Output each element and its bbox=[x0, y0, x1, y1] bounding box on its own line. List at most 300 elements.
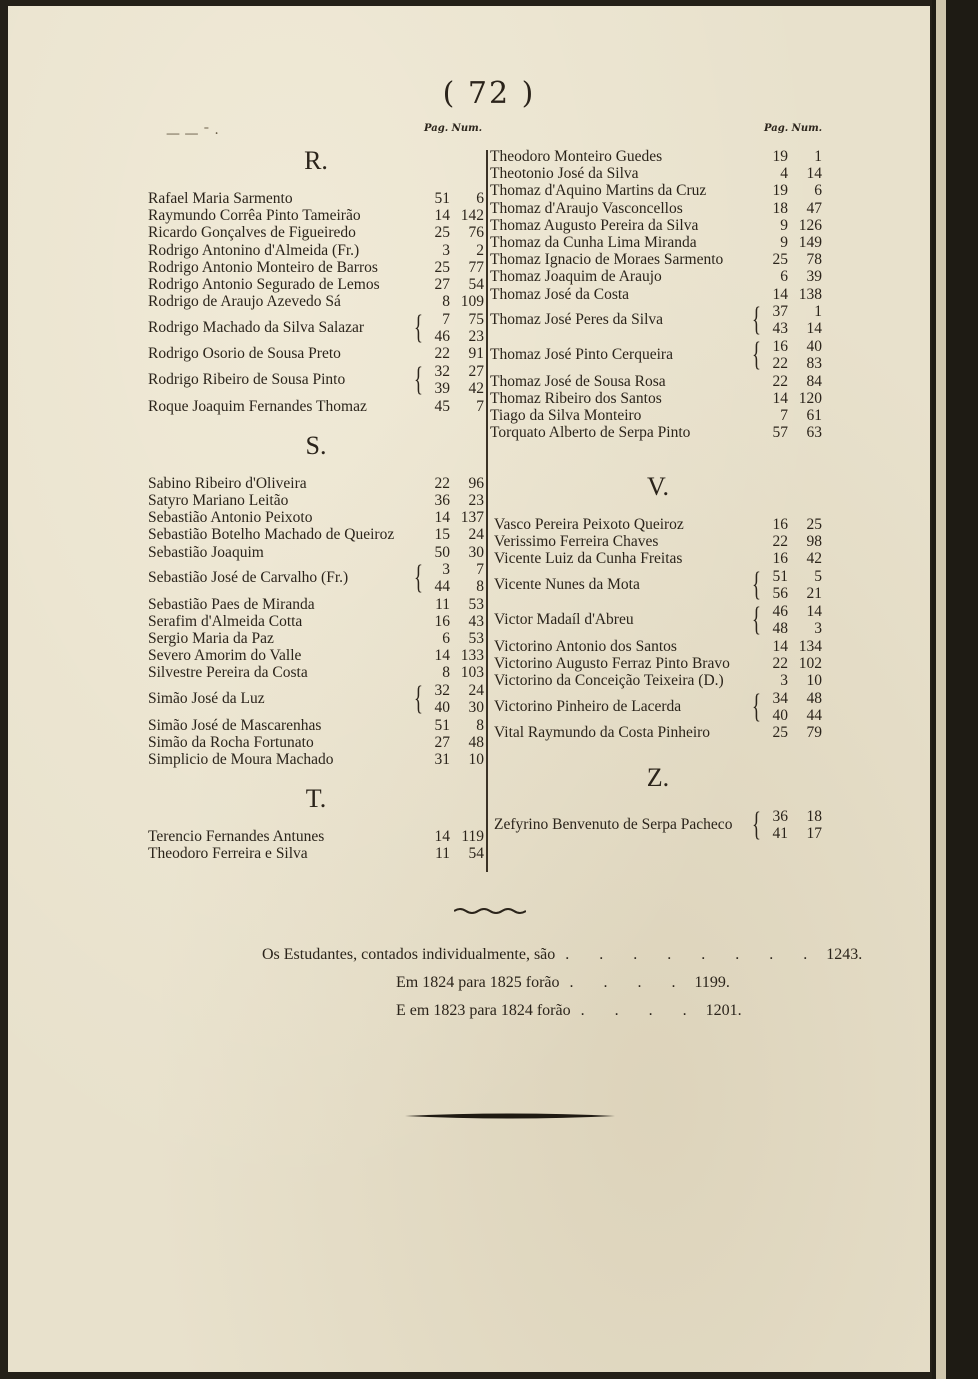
entry-page: 22 bbox=[772, 654, 788, 672]
entry-ref-line bbox=[766, 338, 822, 355]
entry-name: Sergio Maria da Paz bbox=[148, 630, 274, 648]
entry-number: 10 bbox=[806, 672, 822, 690]
entry-ref-line bbox=[766, 690, 822, 707]
entry-page: 16 bbox=[772, 338, 788, 356]
entry-name: Severo Amorim do Valle bbox=[148, 647, 302, 665]
index-entry bbox=[148, 751, 484, 768]
entry-page: 19 bbox=[772, 182, 788, 200]
index-entry-multi bbox=[490, 338, 822, 373]
entry-refs bbox=[428, 682, 484, 716]
entry-number: 53 bbox=[468, 630, 484, 648]
entry-page: 25 bbox=[434, 258, 450, 276]
entry-ref-line bbox=[766, 585, 822, 602]
entry-name: Rodrigo Ribeiro de Sousa Pinto bbox=[148, 371, 346, 388]
entry-name: Ricardo Gonçalves de Figueiredo bbox=[148, 224, 356, 242]
entry-ref-line bbox=[428, 699, 484, 716]
end-rule bbox=[405, 1111, 615, 1121]
entry-number: 43 bbox=[468, 612, 484, 630]
index-entry bbox=[148, 190, 484, 207]
entry-refs bbox=[428, 311, 484, 345]
column-divider bbox=[486, 150, 488, 872]
entry-page: 25 bbox=[772, 724, 788, 742]
entry-ref-line bbox=[428, 363, 484, 380]
entry-name: Rodrigo Antonio Segurado de Lemos bbox=[148, 276, 380, 294]
entry-number: 61 bbox=[806, 407, 822, 425]
entry-name: Thomaz Joaquim de Araujo bbox=[490, 268, 662, 286]
brace-symbol: { bbox=[752, 601, 761, 639]
binding-edge bbox=[932, 0, 978, 1379]
entry-refs bbox=[766, 690, 822, 724]
entry-refs bbox=[766, 603, 822, 637]
index-entry-multi bbox=[490, 303, 822, 338]
entry-name: Torquato Alberto de Serpa Pinto bbox=[490, 424, 691, 442]
index-entry bbox=[494, 533, 822, 550]
index-entry bbox=[148, 509, 484, 526]
index-entry bbox=[148, 207, 484, 224]
entry-name: Theodoro Monteiro Guedes bbox=[490, 148, 663, 166]
entry-name: Vital Raymundo da Costa Pinheiro bbox=[494, 724, 711, 742]
entry-refs bbox=[766, 808, 822, 842]
entry-page: 4 bbox=[780, 165, 788, 183]
entry-page: 6 bbox=[442, 630, 450, 648]
entry-name: Serafim d'Almeida Cotta bbox=[148, 612, 303, 630]
page-number: ( 72 ) bbox=[442, 76, 536, 111]
entry-page: 39 bbox=[434, 380, 450, 397]
index-entry bbox=[148, 734, 484, 751]
entry-name: Simplicio de Moura Machado bbox=[148, 751, 334, 769]
entry-page: 27 bbox=[434, 276, 450, 294]
entry-page: 22 bbox=[772, 533, 788, 551]
entry-number: 25 bbox=[806, 516, 822, 534]
entry-name: Victorino Antonio dos Santos bbox=[494, 637, 677, 655]
entry-number: 134 bbox=[798, 637, 822, 655]
entry-page: 3 bbox=[780, 672, 788, 690]
entry-number: 138 bbox=[798, 285, 822, 303]
entry-page: 51 bbox=[434, 190, 450, 208]
entry-name: Rafael Maria Sarmento bbox=[148, 190, 293, 208]
entry-ref-line bbox=[766, 707, 822, 724]
section-letter: Z. bbox=[646, 763, 670, 793]
entry-page: 41 bbox=[772, 824, 788, 842]
index-entry bbox=[494, 550, 822, 567]
entry-page: 3 bbox=[442, 241, 450, 259]
entry-name: Vicente Nunes da Mota bbox=[494, 576, 640, 594]
entry-name: Rodrigo de Araujo Azevedo Sá bbox=[148, 293, 341, 311]
entry-name: Thomaz José da Costa bbox=[490, 285, 630, 303]
entry-name: Simão da Rocha Fortunato bbox=[148, 733, 314, 751]
entry-number: 23 bbox=[468, 327, 484, 345]
entry-page: 11 bbox=[435, 845, 450, 863]
entry-page: 14 bbox=[434, 509, 450, 527]
entry-number: 109 bbox=[460, 293, 484, 311]
entry-ref-line bbox=[428, 578, 484, 595]
entry-name: Verissimo Ferreira Chaves bbox=[494, 533, 659, 551]
index-entry bbox=[148, 224, 484, 241]
total-value: 1201. bbox=[705, 1002, 742, 1019]
entry-number: 23 bbox=[468, 491, 484, 509]
entry-number: 6 bbox=[814, 182, 822, 200]
index-entry-multi bbox=[494, 689, 822, 724]
entry-number: 126 bbox=[798, 216, 822, 234]
entry-number: 96 bbox=[468, 474, 484, 492]
index-entry bbox=[490, 182, 822, 199]
brace-symbol: { bbox=[752, 301, 761, 339]
entry-page: 8 bbox=[442, 664, 450, 682]
entry-name: Victorino Pinheiro de Lacerda bbox=[494, 697, 682, 715]
entry-page: 15 bbox=[434, 526, 450, 544]
entry-name: Roque Joaquim Fernandes Thomaz bbox=[148, 397, 367, 415]
total-1824 bbox=[396, 974, 730, 992]
index-entry bbox=[490, 268, 822, 285]
brace-symbol: { bbox=[414, 308, 423, 346]
entry-refs bbox=[766, 338, 822, 372]
entry-page: 3 bbox=[442, 561, 450, 579]
entry-ref-line bbox=[428, 328, 484, 345]
entry-name: Sabino Ribeiro d'Oliveira bbox=[148, 474, 307, 492]
entry-number: 91 bbox=[468, 345, 484, 363]
entry-page: 57 bbox=[772, 424, 788, 442]
index-entry bbox=[148, 664, 484, 681]
entry-page: 40 bbox=[434, 699, 450, 717]
entry-name: Victorino da Conceição Teixeira (D.) bbox=[494, 672, 724, 690]
entry-name: Theodoro Ferreira e Silva bbox=[148, 845, 308, 863]
entry-number: 76 bbox=[468, 224, 484, 242]
entry-number: 142 bbox=[460, 207, 484, 225]
entry-name: Thomaz José Peres da Silva bbox=[490, 311, 664, 329]
total-students bbox=[262, 946, 862, 964]
total-leader-dots: . . . . bbox=[580, 1002, 700, 1019]
entry-page: 14 bbox=[772, 389, 788, 407]
entry-number: 63 bbox=[806, 424, 822, 442]
entry-number: 8 bbox=[476, 578, 484, 596]
entry-name: Thomaz José de Sousa Rosa bbox=[490, 372, 666, 390]
index-entry bbox=[148, 259, 484, 276]
entry-page: 8 bbox=[442, 293, 450, 311]
brace-symbol: { bbox=[752, 336, 761, 374]
entry-refs bbox=[766, 303, 822, 337]
entry-page: 14 bbox=[772, 285, 788, 303]
index-entry bbox=[148, 492, 484, 509]
index-entry bbox=[490, 407, 822, 424]
entry-ref-line bbox=[766, 303, 822, 320]
entry-ref-line bbox=[766, 320, 822, 337]
index-entry-multi bbox=[148, 310, 484, 345]
entry-ref-line bbox=[766, 808, 822, 825]
entry-name: Rodrigo Antonio Monteiro de Barros bbox=[148, 258, 378, 276]
entry-number: 24 bbox=[468, 526, 484, 544]
entry-name: Sebastião Botelho Machado de Queiroz bbox=[148, 526, 395, 544]
index-entry bbox=[148, 630, 484, 647]
index-entry bbox=[148, 293, 484, 310]
entry-name: Silvestre Pereira da Costa bbox=[148, 664, 308, 682]
entry-number: 1 bbox=[814, 303, 822, 321]
entry-number: 119 bbox=[461, 828, 484, 846]
scribble-mark: — — ˉ · bbox=[166, 126, 219, 142]
entry-number: 24 bbox=[468, 682, 484, 700]
brace-symbol: { bbox=[752, 566, 761, 604]
index-entry bbox=[148, 276, 484, 293]
index-entry bbox=[148, 828, 484, 845]
entry-name: Simão José de Mascarenhas bbox=[148, 716, 322, 734]
index-entry bbox=[490, 148, 822, 165]
entry-page: 25 bbox=[772, 251, 788, 269]
index-entry bbox=[490, 251, 822, 268]
entry-name: Victor Madaíl d'Abreu bbox=[494, 611, 634, 629]
entry-name: Victorino Augusto Ferraz Pinto Bravo bbox=[494, 654, 730, 672]
entry-number: 133 bbox=[460, 647, 484, 665]
section-letter: T. bbox=[305, 784, 327, 814]
index-entry bbox=[490, 200, 822, 217]
entry-page: 14 bbox=[772, 637, 788, 655]
entry-name: Thomaz Augusto Pereira da Silva bbox=[490, 216, 699, 234]
entry-name: Rodrigo Osorio de Sousa Preto bbox=[148, 345, 341, 363]
index-entry bbox=[148, 475, 484, 492]
entry-number: 83 bbox=[806, 355, 822, 373]
entry-number: 21 bbox=[806, 585, 822, 603]
brace-symbol: { bbox=[414, 559, 423, 597]
entry-refs bbox=[766, 568, 822, 602]
total-leader-dots: . . . . bbox=[569, 974, 689, 991]
entry-ref-line bbox=[428, 380, 484, 397]
entry-name: Theotonio José da Silva bbox=[490, 165, 639, 183]
entry-page: 22 bbox=[434, 474, 450, 492]
entry-name: Thomaz Ignacio de Moraes Sarmento bbox=[490, 251, 724, 269]
entry-number: 7 bbox=[476, 397, 484, 415]
index-entry-multi bbox=[148, 363, 484, 398]
entry-number: 149 bbox=[798, 234, 822, 252]
entry-page: 14 bbox=[434, 828, 450, 846]
entry-page: 19 bbox=[772, 148, 788, 166]
entry-page: 14 bbox=[434, 207, 450, 225]
entry-number: 47 bbox=[806, 199, 822, 217]
index-entry-multi bbox=[148, 561, 484, 596]
entry-ref-line bbox=[766, 355, 822, 372]
column-header-right: Pag. Num. bbox=[764, 123, 823, 134]
entry-page: 25 bbox=[434, 224, 450, 242]
entry-page: 16 bbox=[772, 516, 788, 534]
entry-page: 40 bbox=[772, 706, 788, 724]
entry-name: Sebastião Antonio Peixoto bbox=[148, 509, 313, 527]
entry-number: 30 bbox=[468, 543, 484, 561]
entry-number: 48 bbox=[468, 733, 484, 751]
entry-number: 78 bbox=[806, 251, 822, 269]
section-letter: V. bbox=[647, 472, 669, 501]
entry-page: 22 bbox=[434, 345, 450, 363]
entry-number: 14 bbox=[806, 165, 822, 183]
entry-page: 18 bbox=[772, 199, 788, 217]
entry-number: 8 bbox=[476, 716, 484, 734]
entry-page: 56 bbox=[772, 585, 788, 603]
entry-page: 9 bbox=[780, 216, 788, 234]
entry-page: 7 bbox=[442, 310, 450, 328]
entry-number: 6 bbox=[476, 190, 484, 208]
entry-number: 40 bbox=[806, 338, 822, 356]
total-value: 1199. bbox=[694, 974, 730, 991]
entry-number: 42 bbox=[468, 380, 484, 397]
total-label: Em 1824 para 1825 forão bbox=[396, 974, 560, 991]
index-entry bbox=[490, 217, 822, 234]
index-entry bbox=[148, 845, 484, 862]
index-entry bbox=[490, 286, 822, 303]
entry-name: Vicente Luiz da Cunha Freitas bbox=[494, 550, 683, 568]
entry-page: 51 bbox=[434, 716, 450, 734]
index-entry bbox=[494, 516, 822, 533]
index-entry bbox=[494, 638, 822, 655]
entry-name: Rodrigo Antonino d'Almeida (Fr.) bbox=[148, 241, 360, 259]
right-column-top bbox=[490, 148, 822, 441]
index-entry-multi bbox=[148, 682, 484, 717]
entry-page: 43 bbox=[772, 320, 788, 338]
entry-name: Zefyrino Benvenuto de Serpa Pacheco bbox=[494, 815, 733, 833]
entry-name: Sebastião Paes de Miranda bbox=[148, 595, 315, 613]
entry-page: 27 bbox=[434, 733, 450, 751]
entry-page: 11 bbox=[435, 595, 450, 613]
entry-page: 22 bbox=[772, 372, 788, 390]
entry-number: 54 bbox=[468, 276, 484, 294]
entry-page: 22 bbox=[772, 355, 788, 373]
entry-page: 9 bbox=[780, 234, 788, 252]
index-entry bbox=[490, 165, 822, 182]
entry-number: 84 bbox=[806, 372, 822, 390]
section-gap bbox=[148, 415, 484, 431]
entry-ref-line bbox=[766, 620, 822, 637]
entry-number: 102 bbox=[798, 654, 822, 672]
index-entry bbox=[494, 724, 822, 741]
index-entry bbox=[490, 424, 822, 441]
entry-number: 10 bbox=[468, 751, 484, 769]
total-leader-dots: . . . . . . . . bbox=[565, 946, 821, 963]
entry-ref-line bbox=[428, 682, 484, 699]
index-entry-multi bbox=[494, 568, 822, 603]
index-entry bbox=[148, 398, 484, 415]
entry-page: 6 bbox=[780, 268, 788, 286]
entry-number: 53 bbox=[468, 595, 484, 613]
index-entry bbox=[148, 717, 484, 734]
entry-number: 137 bbox=[460, 509, 484, 527]
entry-number: 17 bbox=[806, 824, 822, 842]
entry-refs bbox=[428, 363, 484, 397]
entry-number: 5 bbox=[814, 568, 822, 586]
entry-name: Sebastião José de Carvalho (Fr.) bbox=[148, 569, 349, 587]
index-entry bbox=[148, 242, 484, 259]
entry-number: 39 bbox=[806, 268, 822, 286]
entry-page: 16 bbox=[772, 550, 788, 568]
entry-number: 18 bbox=[806, 807, 822, 825]
entry-ref-line bbox=[766, 825, 822, 842]
entry-number: 27 bbox=[468, 363, 484, 380]
ornament-flourish bbox=[454, 906, 526, 916]
entry-page: 16 bbox=[434, 612, 450, 630]
entry-name: Simão José da Luz bbox=[148, 690, 265, 708]
entry-number: 2 bbox=[476, 241, 484, 259]
index-entry bbox=[490, 390, 822, 407]
entry-page: 31 bbox=[434, 751, 450, 769]
entry-name: Thomaz d'Aquino Martins da Cruz bbox=[490, 182, 707, 200]
entry-number: 1 bbox=[814, 148, 822, 166]
entry-page: 7 bbox=[780, 407, 788, 425]
total-label: Os Estudantes, contados individualmente, são bbox=[262, 946, 556, 963]
entry-number: 48 bbox=[806, 689, 822, 707]
index-entry bbox=[490, 373, 822, 390]
entry-name: Raymundo Corrêa Pinto Tameirão bbox=[148, 207, 361, 225]
entry-name: Thomaz da Cunha Lima Miranda bbox=[490, 234, 697, 252]
entry-page: 44 bbox=[434, 578, 450, 596]
entry-ref-line bbox=[766, 568, 822, 585]
entry-number: 14 bbox=[806, 603, 822, 621]
index-entry bbox=[148, 596, 484, 613]
entry-number: 103 bbox=[460, 664, 484, 682]
entry-name: Thomaz d'Araujo Vasconcellos bbox=[490, 199, 683, 217]
entry-number: 7 bbox=[476, 561, 484, 579]
entry-ref-line bbox=[428, 561, 484, 578]
section-letter: S. bbox=[305, 430, 327, 460]
entry-ref-line bbox=[766, 603, 822, 620]
brace-symbol: { bbox=[414, 680, 423, 718]
brace-symbol: { bbox=[752, 805, 761, 843]
entry-name: Vasco Pereira Peixoto Queiroz bbox=[494, 516, 684, 534]
entry-page: 45 bbox=[434, 397, 450, 415]
entry-page: 36 bbox=[772, 807, 788, 825]
section-letter: R. bbox=[304, 146, 328, 175]
index-entry bbox=[148, 647, 484, 664]
entry-name: Tiago da Silva Monteiro bbox=[490, 407, 642, 425]
entry-page: 34 bbox=[772, 689, 788, 707]
index-entry-multi bbox=[494, 807, 822, 842]
total-1823 bbox=[396, 1002, 742, 1020]
total-label: E em 1823 para 1824 forão bbox=[396, 1002, 571, 1019]
entry-page: 36 bbox=[434, 491, 450, 509]
entry-refs bbox=[428, 561, 484, 595]
entry-page: 50 bbox=[434, 543, 450, 561]
index-entry bbox=[494, 655, 822, 672]
brace-symbol: { bbox=[752, 687, 761, 725]
entry-number: 120 bbox=[798, 389, 822, 407]
entry-page: 32 bbox=[434, 682, 450, 700]
entry-number: 79 bbox=[806, 724, 822, 742]
entry-name: Sebastião Joaquim bbox=[148, 543, 264, 561]
entry-number: 77 bbox=[468, 258, 484, 276]
entry-number: 14 bbox=[806, 320, 822, 338]
index-entry bbox=[490, 234, 822, 251]
entry-number: 3 bbox=[814, 620, 822, 638]
index-entry bbox=[148, 613, 484, 630]
entry-name: Thomaz Ribeiro dos Santos bbox=[490, 389, 662, 407]
index-entry bbox=[494, 672, 822, 689]
entry-page: 48 bbox=[772, 620, 788, 638]
index-entry-multi bbox=[494, 603, 822, 638]
entry-page: 37 bbox=[772, 303, 788, 321]
right-column-sections bbox=[494, 472, 822, 842]
section-gap bbox=[494, 741, 822, 763]
column-header-left: Pag. Num. bbox=[424, 123, 483, 134]
entry-page: 46 bbox=[772, 603, 788, 621]
index-entry bbox=[148, 345, 484, 362]
entry-ref-line bbox=[428, 311, 484, 328]
entry-number: 75 bbox=[468, 310, 484, 328]
entry-name: Thomaz José Pinto Cerqueira bbox=[490, 346, 673, 364]
entry-name: Terencio Fernandes Antunes bbox=[148, 828, 325, 846]
index-entry bbox=[148, 543, 484, 560]
entry-number: 44 bbox=[806, 706, 822, 724]
section-gap bbox=[148, 768, 484, 784]
entry-page: 32 bbox=[434, 363, 450, 380]
entry-page: 14 bbox=[434, 647, 450, 665]
entry-name: Satyro Mariano Leitão bbox=[148, 491, 289, 509]
entry-number: 42 bbox=[806, 550, 822, 568]
entry-page: 51 bbox=[772, 568, 788, 586]
total-value: 1243. bbox=[826, 946, 863, 963]
index-entry bbox=[148, 526, 484, 543]
